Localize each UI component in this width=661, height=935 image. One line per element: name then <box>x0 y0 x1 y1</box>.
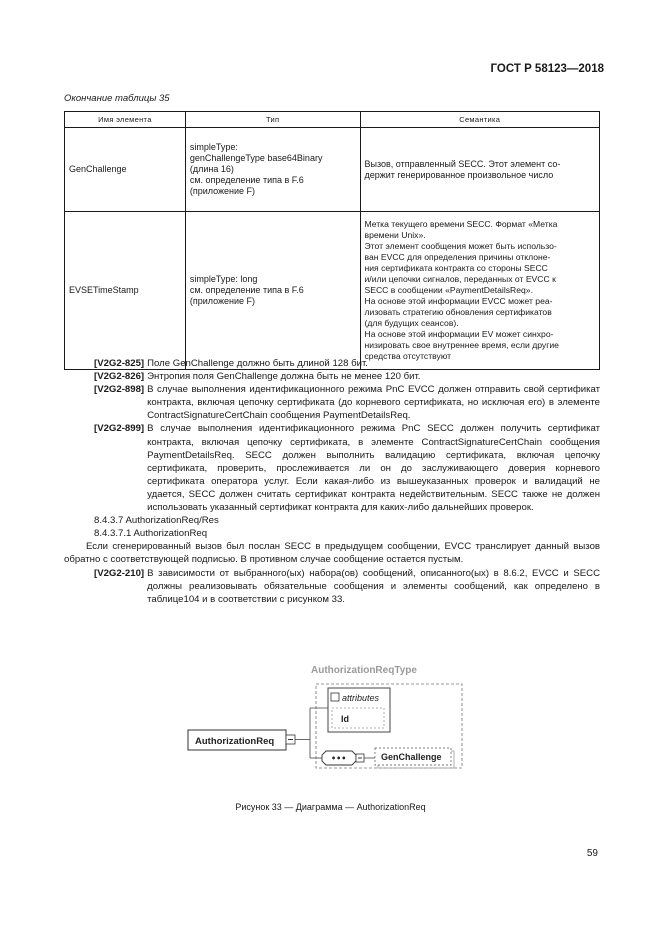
page-number: 59 <box>586 848 598 859</box>
line: На основе этой информации EV может синхро- <box>364 329 554 339</box>
requirement-text: Энтропия поля GenChallenge должна быть не менее 120 бит. <box>147 371 421 383</box>
line: держит генерированное произвольное число <box>364 169 554 180</box>
line: SECC в сообщении «PaymentDetailsReq». <box>364 285 533 295</box>
line: simpleType: <box>189 142 238 152</box>
column-header-semantics: Семантика <box>360 112 600 128</box>
table-caption: Окончание таблицы 35 <box>64 93 170 104</box>
line: ния сертификата контракта со стороны SECC <box>364 263 548 273</box>
requirement-text: В случае выполнения идентификационного режима PnC EVCC должен отправить свой сертификат контракта, включая цепочку сертификата (до корневого сертификата, но исключая его) в элементе ContractSignatureCertChain сообщения PaymentDetailsReq. <box>147 384 600 422</box>
line: времени Unix». <box>364 230 426 240</box>
requirement-paragraph <box>64 567 600 606</box>
child-element-label: GenChallenge <box>381 752 442 762</box>
type-label: AuthorizationReqType <box>311 665 417 676</box>
requirement-id: [V2G2-898] <box>94 384 145 396</box>
requirement-paragraph <box>64 370 600 383</box>
attributes-checkbox-icon <box>331 693 339 701</box>
line: см. определение типа в F.6 <box>189 285 304 295</box>
line: (длина 16) <box>189 164 234 174</box>
column-header-name: Имя элемента <box>65 112 186 128</box>
figure-caption: Рисунок 33 — Диаграмма — AuthorizationReq <box>235 802 426 812</box>
requirement-paragraph <box>64 383 600 422</box>
requirement-paragraph <box>64 422 600 514</box>
line: средства отсутствуют <box>364 351 452 361</box>
sequence-label: ••• <box>331 754 347 763</box>
attributes-label: attributes <box>342 693 380 703</box>
body-paragraph: Если сгенерированный вызов был послан SECC в предыдущем сообщении, EVCC транслирует данный вызов обратно с соответствующей подписью. В противном случае сообщение остается пустым. <box>64 541 600 566</box>
section-heading: 8.4.3.7 AuthorizationReq/Res <box>94 515 219 527</box>
line: Вызов, отправленный SECC. Этот элемент со- <box>364 158 561 169</box>
cell-name: GenChallenge <box>65 128 186 212</box>
requirement-text: Поле GenChallenge должно быть длиной 128 бит. <box>147 358 368 369</box>
line: Метка текущего времени SECC. Формат «Метка <box>364 219 558 229</box>
table-row <box>65 128 600 212</box>
line: низировать свое внутреннее время, если другие <box>364 340 559 350</box>
table-35 <box>64 111 600 370</box>
attribute-id: Id <box>341 714 349 724</box>
cell-name: EVSETimeStamp <box>65 212 186 370</box>
column-header-type: Тип <box>185 112 360 128</box>
table-header-row <box>65 112 600 128</box>
requirement-id: [V2G2-210] <box>94 567 145 579</box>
cell-type <box>185 128 360 212</box>
table-row <box>65 212 600 370</box>
requirement-id: [V2G2-899] <box>94 423 145 435</box>
requirement-text: В случае выполнения идентификационного режима PnC SECC должен получить сертификат контракта, включая цепочку сертификата, в элементе ContractSignatureCertChain сообщения PaymentDetailsReq. SECC должен выполнить валидацию сертификата, включая цепочку сертификата, проверить, прослеживается ли он до заслуживающего доверия корневого сертификата оператора услуг. Если какая-либо из вышеуказанных проверок и валидаций не удается, SECC должен считать сертификат контракта недействительным. SECC также не должен использовать указанный сертификат контракта для каких-либо дальнейших проверок. <box>147 423 600 514</box>
subsection-heading: 8.4.3.7.1 AuthorizationReq <box>94 528 208 540</box>
standard-number: ГОСТ Р 58123—2018 <box>490 63 604 75</box>
line: simpleType: long <box>189 274 258 284</box>
line: Этот элемент сообщения может быть использо- <box>364 241 557 251</box>
attribute-id-box <box>332 708 384 728</box>
cell-semantics <box>360 128 600 212</box>
requirement-text: В зависимости от выбранного(ых) набора(ов) сообщений, описанного(ых) в 8.6.2, EVCC и SECC должны реализовывать обязательные сообщения и элементы сообщений, как определено в таблице104 и в соответствии с рисунком 33. <box>147 567 600 605</box>
authorizationreq-diagram <box>180 660 480 770</box>
requirement-id: [V2G2-826] <box>94 371 145 383</box>
cell-type <box>185 212 360 370</box>
line: (приложение F) <box>189 186 256 196</box>
line: лизовать стратегию обновления сертификатов <box>364 307 552 317</box>
requirement-id: [V2G2-825] <box>94 358 145 369</box>
line: и/или цепочки сигналов, переданных от EVCC к <box>364 274 556 284</box>
line: ван EVCC для определения причины отклоне- <box>364 252 551 262</box>
requirement-paragraph <box>64 357 600 370</box>
line: genChallengeType base64Binary <box>189 153 323 163</box>
line: На основе этой информации EVCC может реа- <box>364 296 553 306</box>
cell-semantics <box>360 212 600 370</box>
line: см. определение типа в F.6 <box>189 175 304 185</box>
root-element-label: AuthorizationReq <box>195 736 275 747</box>
line: (приложение F) <box>189 296 256 306</box>
body-text <box>64 357 600 606</box>
line: (для будущих сеансов). <box>364 318 459 328</box>
